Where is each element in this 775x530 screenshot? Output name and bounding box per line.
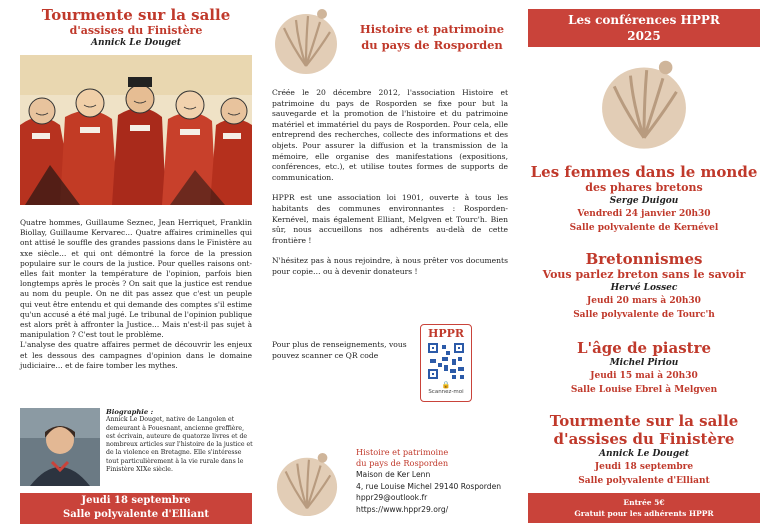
- program-header: [528, 9, 760, 47]
- association-description: [272, 88, 508, 288]
- event-date: Jeudi 18 septembre: [594, 462, 694, 472]
- panel-right: [522, 0, 762, 530]
- association-title-line: du pays de Rosporden: [361, 38, 503, 52]
- association-title-line: Histoire et patrimoine: [359, 22, 505, 36]
- event-venue: Salle polyvalente d'Elliant: [578, 476, 710, 486]
- event-speaker: Michel Piriou: [609, 358, 679, 368]
- association-paragraph: HPPR est une association loi 1901, ouverte à tous les habitants des communes environnantes : Rosporden-Kernével, mais également Elliant, Melgven et Tourc'h. Bien sûr, nous accueillons nos adhérents au-delà de cette frontière !: [272, 193, 508, 245]
- admission-members: Gratuit pour les adhérents HPPR: [574, 509, 714, 518]
- event-title: Bretonnismes: [585, 250, 703, 268]
- courtroom-illustration: [20, 55, 252, 205]
- conference-subtitle: d'assises du Finistère: [69, 24, 203, 37]
- contact-association: [356, 447, 510, 469]
- biography-heading: Biographie :: [106, 408, 154, 416]
- conference-description: [20, 218, 252, 371]
- association-paragraph: N'hésitez pas à nous rejoindre, à nous prêter vos documents pour copie… ou à devenir donateurs !: [272, 256, 508, 276]
- contact-address-line: Maison de Ker Lenn: [356, 470, 431, 479]
- event-title: L'âge de piastre: [576, 339, 712, 357]
- fossil-logo-icon: [272, 6, 340, 76]
- contact-website-link[interactable]: https://www.hppr29.org/: [356, 504, 449, 514]
- fossil-logo-icon: [598, 56, 690, 152]
- conference-date-banner: [20, 493, 252, 524]
- event-4: [522, 412, 762, 488]
- fossil-logo-icon: [274, 450, 340, 518]
- contact-address-line: 4, rue Louise Michel 29140 Rosporden: [356, 481, 502, 491]
- event-title: Les femmes dans le monde: [530, 163, 758, 181]
- event-3: [522, 339, 762, 397]
- association-paragraph: Créée le 20 décembre 2012, l'association Histoire et patrimoine du pays de Rosporden se fixe pour but la sauvegarde et la promotion de l'histoire et du patrimoine matériel et immatériel du pays de Rosporden. Pour cela, elle entreprend des recherches, collecte des informations et des objets. Pour assurer la diffusion et la transmission de la mémoire, elle organise des manifestations (expositions, conférences, etc.), et utilise toutes formes de supports de communication.: [272, 88, 508, 182]
- description-paragraph: L'analyse des quatre affaires permet de découvrir les enjeux et les dessous des campagnes d'opinion dans le domaine judiciaire… et de faire tomber les mythes.: [20, 340, 252, 370]
- contact-association-line: du pays de Rosporden: [356, 458, 449, 468]
- event-date: Vendredi 24 janvier 20h30: [577, 209, 711, 219]
- conference-venue: Salle polyvalente d'Elliant: [62, 509, 210, 520]
- qr-instructions: Pour plus de renseignements, vous pouvez scanner ce QR code: [272, 340, 407, 360]
- event-speaker: Annick Le Douget: [598, 449, 690, 459]
- association-title: [352, 21, 510, 53]
- event-2: [522, 250, 762, 322]
- event-1: [522, 163, 762, 235]
- contact-email-link[interactable]: hppr29@outlook.fr: [356, 493, 428, 502]
- panel-left: [16, 0, 256, 530]
- author-photo: [20, 408, 100, 486]
- event-speaker: Serge Duigou: [609, 196, 679, 206]
- event-venue: Salle polyvalente de Tourc'h: [573, 310, 715, 320]
- qr-code-box[interactable]: [420, 324, 472, 402]
- contact-association-line: Histoire et patrimoine: [356, 447, 449, 457]
- event-subtitle: Vous parlez breton sans le savoir: [542, 268, 746, 281]
- qr-code-icon: [426, 341, 466, 381]
- qr-label: HPPR: [427, 327, 465, 340]
- program-title: Les conférences HPPR: [568, 13, 720, 27]
- event-venue: Salle Louise Ebrel à Melgven: [570, 385, 718, 395]
- event-speaker: Hervé Lossec: [610, 283, 678, 293]
- biography-text: Annick Le Douget, native de Langolen et demeurant à Fouesnant, ancienne greffière, est écrivain, auteure de quatorze livres et de nombreux articles sur l'histoire de la justice et de la violence en Bretagne. Elle s'intéresse tout particulièrement à la vie rurale dans le Finistère XIXe siècle.: [106, 416, 253, 474]
- admission-price: Entrée 5€: [623, 498, 665, 507]
- event-date: Jeudi 15 mai à 20h30: [590, 371, 698, 381]
- description-paragraph: Quatre hommes, Guillaume Seznec, Jean Herriquet, Franklin Biollay, Guillaume Kervarec… Quatre affaires criminelles qui ont attisé le souffle des grandes passions dans le Finistère au xxe siècle… et qui ont démontré la force de la pression populaire sur le cours de la justice. Pour quelles raisons ont-elles fait monter la température de l'opinion, parfois bien longtemps après le procès ? On sait que la justice est rendue au nom du peuple. On ne dit pas assez que c'est un peuple qui veut être entendu et qui demande des comptes s'il estime qu'un accusé a été mal jugé. Le tribunal de l'opinion publique est alors prêt à affronter la Justice… Mais n'est-il pas sujet à manipulation ? C'est tout le problème.: [20, 218, 252, 340]
- conference-author: Annick Le Douget: [90, 38, 182, 48]
- lock-icon: 🔒: [441, 381, 451, 389]
- conference-date: Jeudi 18 septembre: [81, 495, 191, 506]
- panel-middle: [270, 0, 510, 530]
- admission-banner: [528, 493, 760, 523]
- program-year: 2025: [627, 29, 661, 43]
- contact-block: [356, 447, 510, 515]
- event-date: Jeudi 20 mars à 20h30: [587, 296, 701, 306]
- event-title: Tourmente sur la salle: [549, 412, 739, 430]
- qr-caption: Scannez-moi: [428, 389, 464, 395]
- event-subtitle: des phares bretons: [585, 181, 703, 194]
- author-biography: [106, 408, 254, 474]
- event-title-line2: d'assises du Finistère: [553, 430, 735, 448]
- conference-title: Tourmente sur la salle: [41, 6, 231, 24]
- event-venue: Salle polyvalente de Kernével: [569, 223, 719, 233]
